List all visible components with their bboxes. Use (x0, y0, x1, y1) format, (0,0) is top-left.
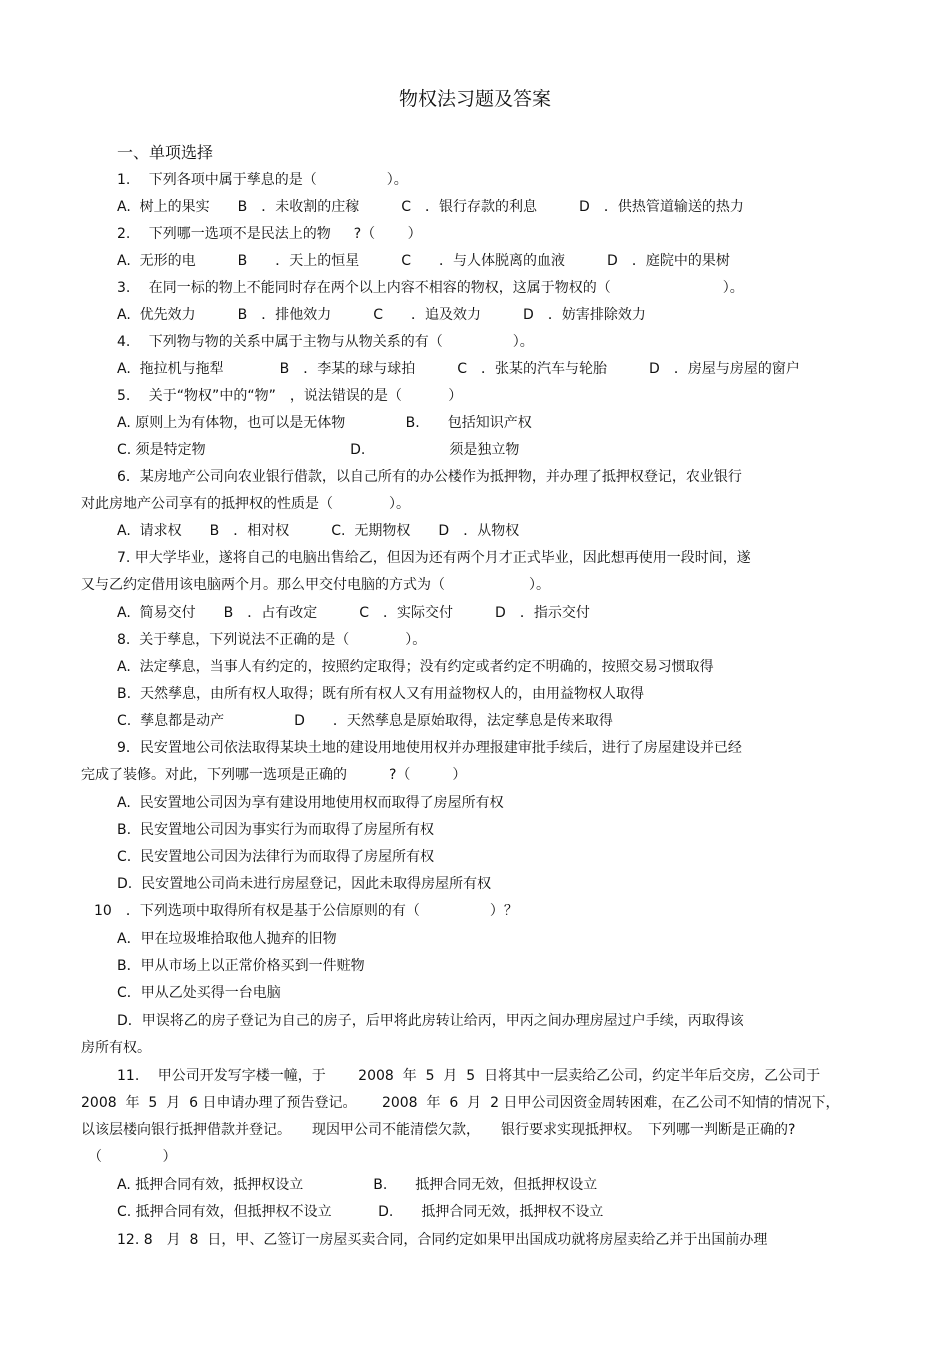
question-11-options-cd: C. 抵押合同有效，但抵押权不设立 D. 抵押合同无效，抵押权不设立 (117, 1204, 604, 1220)
question-9-option-b: B. 民安置地公司因为事实行为而取得了房屋所有权 (117, 822, 434, 838)
question-8-option-b: B. 天然孳息，由所有权人取得；既有所有权人又有用益物权人的，由用益物权人取得 (117, 686, 644, 702)
question-2: 2. 下列哪一选项不是民法上的物 ?（ ） (117, 226, 422, 242)
question-5-options-cd: C. 须是特定物 D. 须是独立物 (117, 442, 520, 458)
question-2-options: A. 无形的电 B ．天上的恒星 C ．与人体脱离的血液 D ．庭院中的果树 (117, 253, 730, 269)
question-10-option-d: D．甲误将乙的房子登记为自己的房子，后甲将此房转让给丙，甲丙之间办理房屋过户手续，丙取得该 (117, 1013, 744, 1029)
question-6: 6．某房地产公司向农业银行借款，以自己所有的办公楼作为抵押物，并办理了抵押权登记，农业银行 (117, 469, 742, 485)
question-11-blank: （ ） (88, 1149, 177, 1165)
question-6-options: A. 请求权 B ．相对权 C. 无期物权 D ．从物权 (117, 523, 520, 539)
question-1: 1. 下列各项中属于孳息的是（ ）。 (117, 172, 408, 188)
question-5: 5. 关于“物权”中的“物” ，说法错误的是（ ） (117, 388, 463, 404)
question-3: 3. 在同一标的物上不能同时存在两个以上内容不相容的物权，这属于物权的（ ）。 (117, 280, 744, 296)
question-9: 9．民安置地公司依法取得某块土地的建设用地使用权并办理报建审批手续后，进行了房屋建设并已经 (117, 740, 742, 756)
question-1-options: A. 树上的果实 B ．未收割的庄稼 C ．银行存款的利息 D ．供热管道输送的热力 (117, 199, 744, 215)
question-9-option-a: A. 民安置地公司因为享有建设用地使用权而取得了房屋所有权 (117, 795, 504, 811)
page-title: 物权法习题及答案 (398, 88, 551, 110)
question-7-options: A. 简易交付 B ．占有改定 C ．实际交付 D ．指示交付 (117, 605, 590, 621)
question-4: 4. 下列物与物的关系中属于主物与从物关系的有（ ）。 (117, 334, 534, 350)
question-8: 8. 关于孳息，下列说法不正确的是（ ）。 (117, 632, 427, 648)
question-9-option-c: C. 民安置地公司因为法律行为而取得了房屋所有权 (117, 849, 435, 865)
question-5-options-ab: A. 原则上为有体物，也可以是无体物 B. 包括知识产权 (117, 415, 532, 431)
question-12: 12. 8 月 8 日，甲、乙签订一房屋买卖合同，合同约定如果甲出国成功就将房屋卖给乙并于出国前办理 (117, 1232, 768, 1248)
question-9-option-d: D. 民安置地公司尚未进行房屋登记，因此未取得房屋所有权 (117, 876, 492, 892)
question-10-option-d-cont: 房所有权。 (81, 1040, 151, 1056)
question-10: 10 ．下列选项中取得所有权是基于公信原则的有（ ）？ (94, 903, 518, 919)
question-11-options-ab: A. 抵押合同有效，抵押权设立 B. 抵押合同无效，但抵押权设立 (117, 1177, 598, 1193)
question-6-cont: 对此房地产公司享有的抵押权的性质是（ ）。 (81, 496, 410, 512)
question-11-cont-1: 2008 年 5 月 6 日申请办理了预告登记。 2008 年 6 月 2 日甲公司因资金周转困难，在乙公司不知情的情况下， (81, 1095, 840, 1111)
question-7-cont: 又与乙约定借用该电脑两个月。那么甲交付电脑的方式为（ ）。 (81, 577, 550, 593)
section-heading: 一、单项选择 (117, 143, 214, 162)
question-8-options-cd: C. 孳息都是动产 D ．天然孳息是原始取得，法定孳息是传来取得 (117, 713, 613, 729)
question-4-options: A. 拖拉机与拖犁 B ．李某的球与球拍 C ．张某的汽车与轮胎 D ．房屋与房屋的窗户 (117, 361, 800, 377)
question-11-cont-2: 以该层楼向银行抵押借款并登记。 现因甲公司不能清偿欠款， 银行要求实现抵押权。 下列哪一判断是正确的? (81, 1122, 796, 1138)
question-10-option-c: C．甲从乙处买得一台电脑 (117, 985, 281, 1001)
question-3-options: A. 优先效力 B ．排他效力 C ．追及效力 D ．妨害排除效力 (117, 307, 646, 323)
question-10-option-b: B．甲从市场上以正常价格买到一件赃物 (117, 958, 365, 974)
question-8-option-a: A. 法定孳息，当事人有约定的，按照约定取得；没有约定或者约定不明确的，按照交易习惯取得 (117, 659, 714, 675)
question-11: 11. 甲公司开发写字楼一幢，于 2008 年 5 月 5 日将其中一层卖给乙公司，约定半年后交房，乙公司于 (117, 1068, 821, 1084)
question-9-cont: 完成了装修。对此，下列哪一选项是正确的 ?（ ） (81, 767, 467, 783)
question-7: 7. 甲大学毕业，遂将自己的电脑出售给乙，但因为还有两个月才正式毕业，因此想再使用一段时间，遂 (117, 550, 751, 566)
question-10-option-a: A．甲在垃圾堆拾取他人抛弃的旧物 (117, 931, 337, 947)
